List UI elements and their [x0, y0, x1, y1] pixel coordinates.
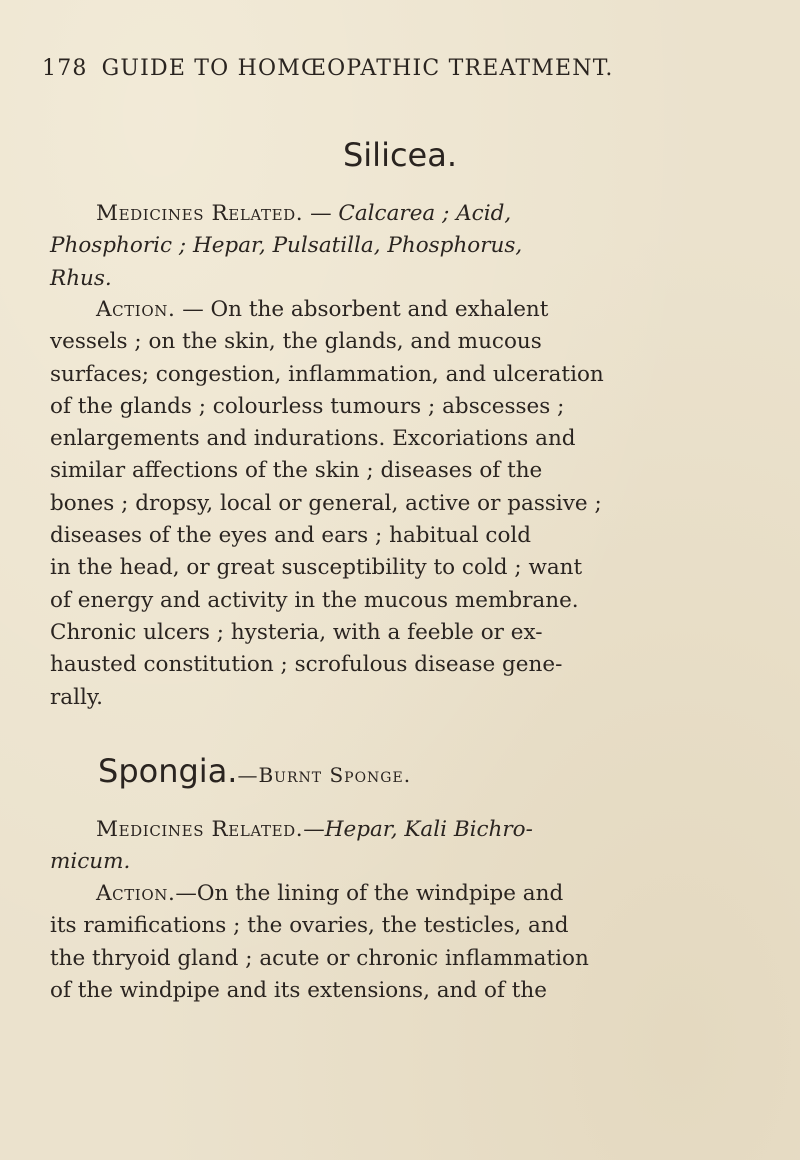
running-head-title: GUIDE TO HOMŒOPATHIC TREATMENT. [101, 56, 614, 81]
related-items-line-1: Hepar, Kali Bichro- [324, 817, 533, 842]
spongia-subtitle: —Burnt Sponge. [237, 763, 412, 787]
medicines-related-label: Medicines Related. [96, 817, 304, 842]
action-line-8: diseases of the eyes and ears ; habitual cold [50, 523, 532, 549]
action-line-12: hausted constitution ; scrofulous disease gene- [50, 652, 563, 678]
silicea-related-line-1 [50, 198, 790, 230]
related-items-line-2: micum. [50, 849, 131, 875]
action-label: Action. [96, 297, 176, 322]
action-line-7: bones ; dropsy, local or general, active or passive ; [50, 490, 602, 516]
related-dash: — [303, 817, 325, 842]
section-title-spongia [98, 752, 411, 790]
medicines-related-label: Medicines Related. [96, 201, 304, 226]
action-label: Action. [96, 881, 176, 906]
action-line-6: similar affections of the skin ; diseases of the [50, 458, 543, 484]
related-dash: — [303, 201, 339, 226]
related-items-line-2: Phosphoric ; Hepar, Pulsatilla, Phosphorus, [50, 233, 523, 259]
action-line-4: of the windpipe and its extensions, and of the [50, 977, 547, 1003]
silicea-medicines-related [50, 198, 790, 295]
action-line-1: Action. — On the absorbent and exhalent [96, 297, 549, 322]
running-head [42, 56, 762, 81]
action-line-9: in the head, or great susceptibility to cold ; want [50, 555, 583, 581]
action-line-4: of the glands ; colourless tumours ; abscesses ; [50, 393, 565, 419]
spongia-action [50, 878, 790, 1007]
action-line-3: surfaces; congestion, inflammation, and ulceration [50, 361, 604, 387]
page-number: 178 [42, 56, 88, 81]
action-line-3: the thryoid gland ; acute or chronic inflammation [50, 945, 589, 971]
action-line-13: rally. [50, 684, 103, 710]
related-items-line-3: Rhus. [50, 265, 112, 291]
spongia-related-line-1 [50, 814, 790, 846]
action-line-11: Chronic ulcers ; hysteria, with a feeble or ex- [50, 619, 543, 645]
action-line-2: its ramifications ; the ovaries, the testicles, and [50, 913, 569, 939]
action-line-5: enlargements and indurations. Excoriations and [50, 426, 576, 452]
action-line-1: Action.—On the lining of the windpipe and [96, 881, 564, 906]
action-line-2: vessels ; on the skin, the glands, and mucous [50, 329, 542, 355]
spongia-medicines-related [50, 814, 790, 879]
silicea-action [50, 294, 790, 714]
section-title-silicea: Silicea. [342, 136, 458, 174]
related-items-line-1: Calcarea ; Acid, [338, 201, 512, 226]
action-line-10: of energy and activity in the mucous membrane. [50, 587, 579, 613]
spongia-title: Spongia. [98, 752, 238, 790]
